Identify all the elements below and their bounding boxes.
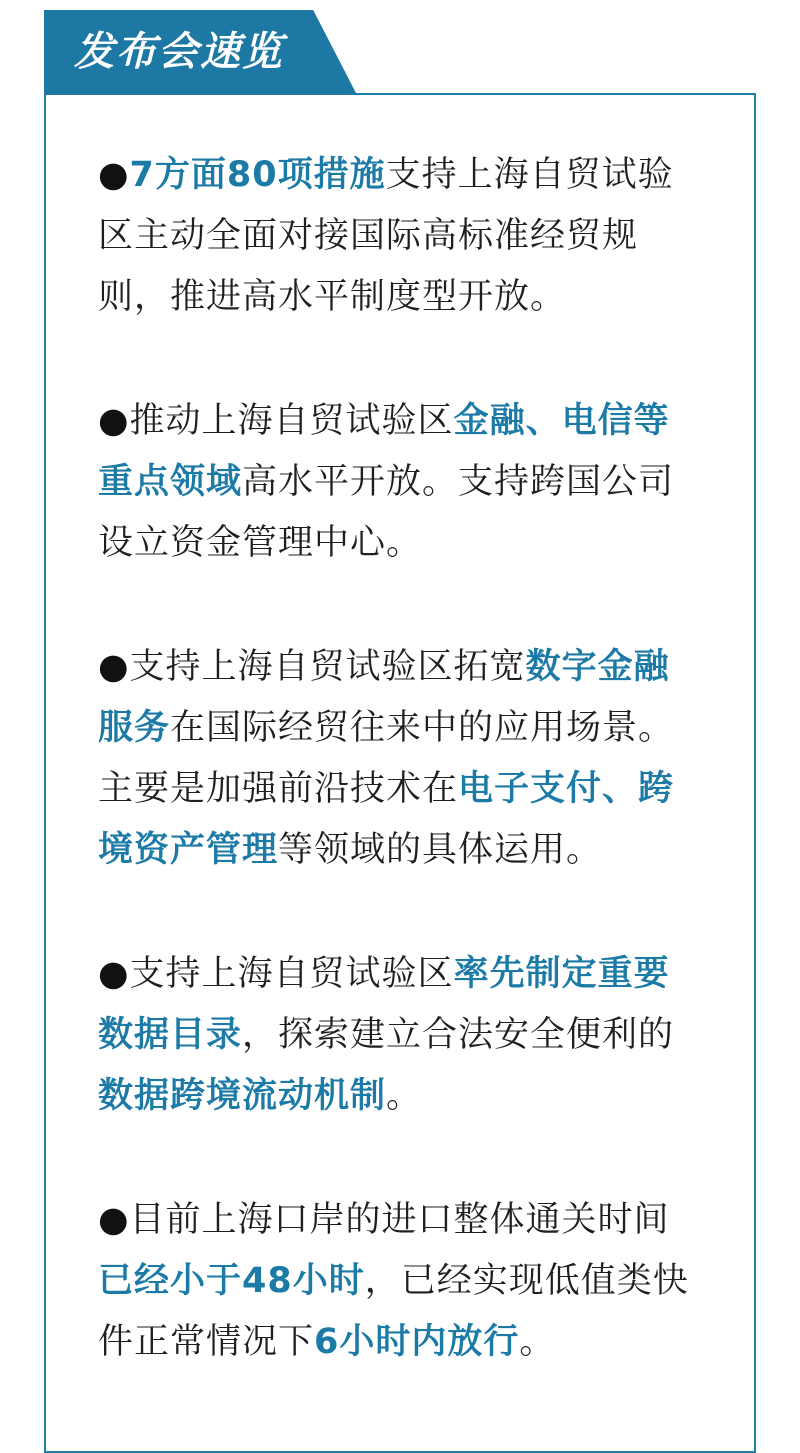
highlight-text: 数字金融服务 [98, 647, 670, 748]
body-text: 高水平开放。支持跨国公司设立资金管理中心。 [98, 462, 675, 563]
body-text: 目前上海口岸的进口整体通关时间 [129, 1200, 670, 1240]
highlight-text: 6小时内放行 [314, 1322, 520, 1362]
bullet-item-5 [98, 1190, 704, 1373]
bullet-item-1 [98, 145, 704, 328]
bullet-item-3 [98, 637, 704, 881]
highlight-text: 数据跨境流动机制 [98, 1076, 387, 1116]
body-text: 支持上海自贸试验区 [129, 954, 454, 994]
page-title: 发布会速览 [74, 29, 284, 75]
body-text: 推动上海自贸试验区 [129, 401, 454, 441]
body-text: 。 [519, 1322, 556, 1362]
bullet-list [98, 145, 704, 1436]
bullet-item-2 [98, 391, 704, 574]
bullet-item-4 [98, 944, 704, 1127]
body-text: 等领域的具体运用。 [278, 830, 603, 870]
highlight-text: 电子支付、跨境资产管理 [98, 769, 675, 870]
highlight-text: 率先制定重要数据目录 [98, 954, 670, 1055]
bullet-dot-icon: ● [98, 1200, 130, 1240]
body-text: 在国际经贸往来中的应用场景。主要是加强前沿技术在 [98, 708, 675, 809]
bullet-dot-icon: ● [98, 954, 130, 994]
highlight-text: 已经小于48小时 [98, 1261, 365, 1301]
bullet-dot-icon: ● [98, 647, 130, 687]
body-text: 支持上海自贸试验区拓宽 [129, 647, 526, 687]
body-text: 。 [386, 1076, 423, 1116]
body-text: ，探索建立合法安全便利的 [242, 1015, 675, 1055]
bullet-dot-icon: ● [98, 401, 130, 441]
body-text: 支持上海自贸试验区主动全面对接国际高标准经贸规则，推进高水平制度型开放。 [98, 155, 674, 317]
bullet-dot-icon: ● [98, 155, 130, 195]
highlight-text: 金融、电信等重点领域 [98, 401, 670, 502]
highlight-text: 7方面80项措施 [129, 155, 386, 195]
body-text: ，已经实现低值类快件正常情况下 [98, 1261, 689, 1362]
